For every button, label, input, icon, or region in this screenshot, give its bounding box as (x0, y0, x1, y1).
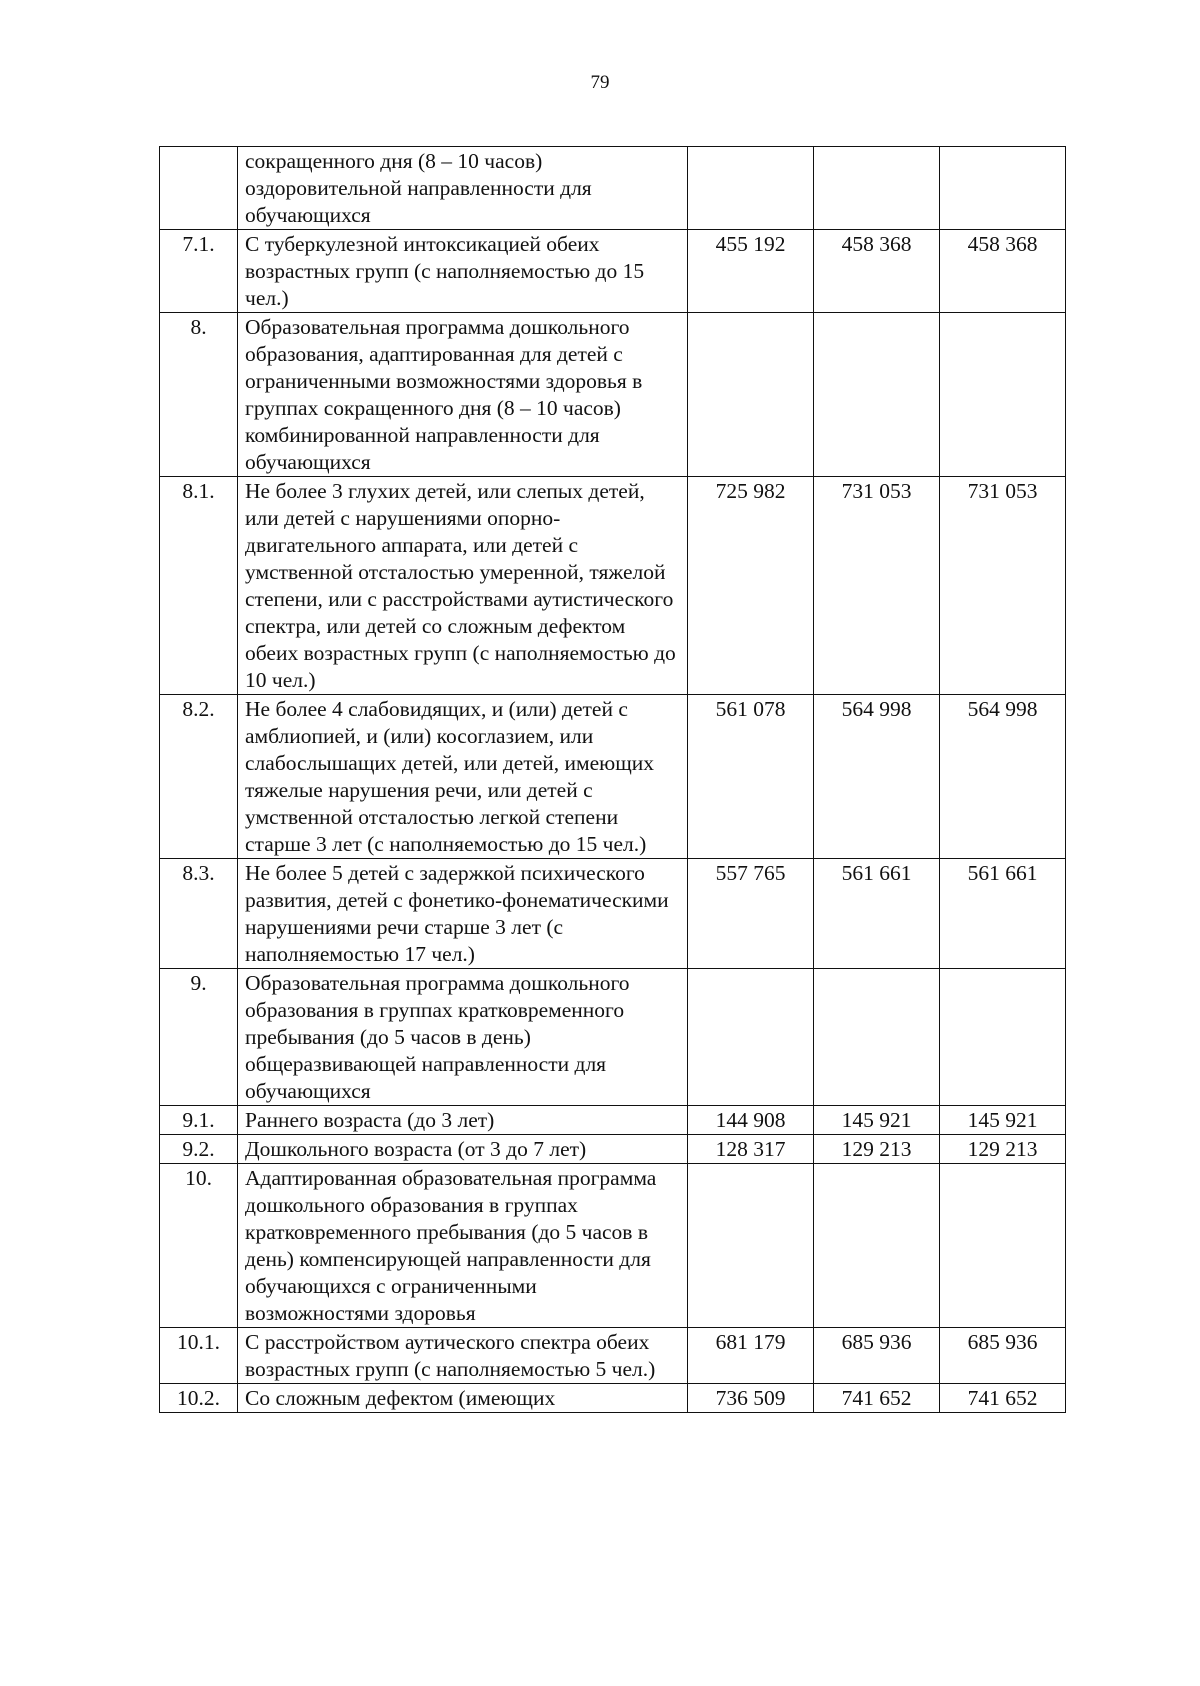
row-number-cell: 10. (160, 1164, 238, 1328)
table-row (160, 1106, 1066, 1135)
row-value-3-cell (940, 1164, 1066, 1328)
row-value-2-cell (814, 313, 940, 477)
row-value-1-cell: 557 765 (688, 859, 814, 969)
row-description-cell: С расстройством аутического спектра обеих возрастных групп (с наполняемостью 5 чел.) (238, 1328, 688, 1384)
row-number-cell: 8.1. (160, 477, 238, 695)
row-value-3-cell: 685 936 (940, 1328, 1066, 1384)
row-value-2-cell (814, 147, 940, 230)
row-description-cell: Адаптированная образовательная программа дошкольного образования в группах кратковременного пребывания (до 5 часов в день) компенсирующей направленности для обучающихся с ограниченными возможностями здоровья (238, 1164, 688, 1328)
row-number-cell: 9. (160, 969, 238, 1106)
row-value-2-cell: 561 661 (814, 859, 940, 969)
row-value-3-cell: 145 921 (940, 1106, 1066, 1135)
row-description-cell: сокращенного дня (8 – 10 часов) оздоровительной направленности для обучающихся (238, 147, 688, 230)
row-number-cell: 7.1. (160, 230, 238, 313)
table-row (160, 1164, 1066, 1328)
row-value-2-cell: 741 652 (814, 1384, 940, 1413)
row-description-cell: Образовательная программа дошкольного образования в группах кратковременного пребывания (до 5 часов в день) общеразвивающей направленности для обучающихся (238, 969, 688, 1106)
page-number: 79 (590, 72, 610, 93)
row-value-3-cell: 741 652 (940, 1384, 1066, 1413)
row-value-2-cell: 145 921 (814, 1106, 940, 1135)
row-number-cell: 10.2. (160, 1384, 238, 1413)
row-value-1-cell: 725 982 (688, 477, 814, 695)
row-description-cell: Не более 3 глухих детей, или слепых детей, или детей с нарушениями опорно-двигательного аппарата, или детей с умственной отсталостью умеренной, тяжелой степени, или с расстройствами аутистического спектра, или детей со сложным дефектом обеих возрастных групп (с наполняемостью до 10 чел.) (238, 477, 688, 695)
row-description-cell: Дошкольного возраста (от 3 до 7 лет) (238, 1135, 688, 1164)
row-number-cell: 8.3. (160, 859, 238, 969)
row-description-cell: Не более 4 слабовидящих, и (или) детей с амблиопией, и (или) косоглазием, или слабослышащих детей, или детей, имеющих тяжелые нарушения речи, или детей с умственной отсталостью легкой степени старше 3 лет (с наполняемостью до 15 чел.) (238, 695, 688, 859)
row-description-cell: Раннего возраста (до 3 лет) (238, 1106, 688, 1135)
table-row (160, 859, 1066, 969)
row-value-1-cell: 128 317 (688, 1135, 814, 1164)
table-row (160, 1384, 1066, 1413)
row-number-cell: 8.2. (160, 695, 238, 859)
row-value-3-cell (940, 147, 1066, 230)
row-value-1-cell (688, 147, 814, 230)
row-value-1-cell: 561 078 (688, 695, 814, 859)
table-row (160, 230, 1066, 313)
row-description-cell: Не более 5 детей с задержкой психического развития, детей с фонетико-фонематическими нарушениями речи старше 3 лет (с наполняемостью 17 чел.) (238, 859, 688, 969)
row-number-cell: 10.1. (160, 1328, 238, 1384)
row-value-2-cell: 564 998 (814, 695, 940, 859)
row-number-cell: 9.2. (160, 1135, 238, 1164)
row-value-2-cell: 731 053 (814, 477, 940, 695)
row-value-3-cell: 561 661 (940, 859, 1066, 969)
tariff-table (159, 146, 1066, 1413)
table-row (160, 1135, 1066, 1164)
row-number-cell: 9.1. (160, 1106, 238, 1135)
row-number-cell (160, 147, 238, 230)
row-value-3-cell: 458 368 (940, 230, 1066, 313)
row-value-3-cell: 731 053 (940, 477, 1066, 695)
row-value-2-cell (814, 969, 940, 1106)
row-value-1-cell: 144 908 (688, 1106, 814, 1135)
row-value-2-cell (814, 1164, 940, 1328)
row-value-1-cell (688, 313, 814, 477)
row-description-cell: Со сложным дефектом (имеющих (238, 1384, 688, 1413)
table-row (160, 1328, 1066, 1384)
row-value-2-cell: 685 936 (814, 1328, 940, 1384)
row-value-1-cell (688, 969, 814, 1106)
table-row (160, 313, 1066, 477)
row-value-1-cell: 736 509 (688, 1384, 814, 1413)
row-value-3-cell: 129 213 (940, 1135, 1066, 1164)
row-value-3-cell (940, 969, 1066, 1106)
table-row (160, 695, 1066, 859)
row-description-cell: С туберкулезной интоксикацией обеих возрастных групп (с наполняемостью до 15 чел.) (238, 230, 688, 313)
row-value-1-cell (688, 1164, 814, 1328)
row-value-2-cell: 458 368 (814, 230, 940, 313)
row-description-cell: Образовательная программа дошкольного образования, адаптированная для детей с ограниченными возможностями здоровья в группах сокращенного дня (8 – 10 часов) комбинированной направленности для обучающихся (238, 313, 688, 477)
row-value-3-cell: 564 998 (940, 695, 1066, 859)
row-number-cell: 8. (160, 313, 238, 477)
row-value-3-cell (940, 313, 1066, 477)
row-value-1-cell: 455 192 (688, 230, 814, 313)
row-value-1-cell: 681 179 (688, 1328, 814, 1384)
row-value-2-cell: 129 213 (814, 1135, 940, 1164)
table-body (160, 147, 1066, 1413)
table-row (160, 969, 1066, 1106)
table-row (160, 477, 1066, 695)
table-row (160, 147, 1066, 230)
